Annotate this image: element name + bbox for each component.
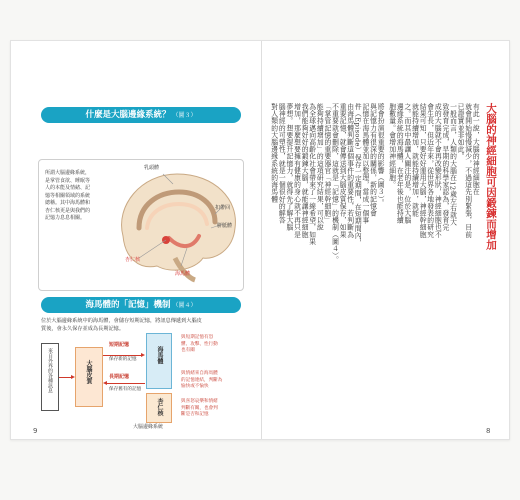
text-column: 致發育完成，早期的科學家認為，發育完 [440, 103, 449, 231]
text-column: 「掌管記憶的重要器官「神經幹細胞」 [322, 103, 331, 224]
chapter-title: 大腦的神經細胞可因鍛鍊而增加 [485, 103, 497, 250]
text-column: 胞數量。會增加神經細胞。 [387, 103, 396, 189]
arrow-long [107, 383, 145, 384]
text-column: 不重要就會刪除，這就是「記憶」的機制（圖４）。 [330, 103, 339, 263]
figure-caption: 所謂大腦邊緣系統， 是掌管食欲、睡眠等 人的本能及情緒、記 憶等相關領域的系統 總稱。其中海馬體和 杏仁核更是與我們的 記憶力息息相關。 [45, 170, 91, 221]
short-memory-label: 短期記憶 [109, 342, 130, 348]
amygdala-box: 杏仁核 [146, 393, 172, 423]
text-column: 會生長，但近年來，從世界各地發表的研究 [425, 103, 434, 238]
section-heading-limbic [41, 107, 241, 123]
text-column: 為全球邁向高齡化社會帶來了一線希望，如果 [307, 103, 316, 245]
label-cingulate: 扣帶回 [215, 205, 231, 211]
label-amygdala: 杏仁核 [125, 257, 141, 263]
text-column: 結果可知，只要好好運用大腦，神經幹細胞 [418, 103, 427, 238]
short-memory-sub: 保存新的記憶 [109, 357, 137, 362]
limbic-system-label: 大腦邊緣系統 [133, 424, 164, 430]
note-hippocampus: 與短期記憶有恐 懼、攻擊、性行動 也有關 [181, 335, 218, 353]
text-column: 就能持續增加，就能持續增加，就能 [410, 103, 419, 217]
text-column: 就會開始慢慢減少，不過這先別緊張，目前 [463, 103, 472, 238]
text-column: 腦神經的可塑性，就是一個很好的解答 [277, 103, 286, 224]
text-column: 將會扮演很重要的影響（圖３）。 [376, 103, 385, 207]
text-column: 與記憶力有很深的關係，新的記憶會 [368, 103, 377, 217]
arrow-long-head [103, 381, 107, 385]
text-column: 能夠持續增加」的這項研究結果，可以說 [315, 103, 324, 231]
page-number-right: 8 [486, 427, 491, 435]
memory-flow-diagram [41, 333, 246, 428]
section-title: 海馬體的「記憶」機制 [85, 300, 171, 310]
text-column: 一般而言，人類的大腦在12歲左右就大 [448, 103, 457, 226]
text-column: 已證實並非如此。 [456, 103, 465, 160]
hippocampus-intro: 位於大腦邊緣系統中的海馬體，會儲存短期記憶，將訊息傳遞到大腦皮 質後，會永久保存並成為長期記憶。 [41, 318, 202, 332]
note-emotion: 與情緒來自海馬體 的記憶連結，判斷為 愉快或不愉快 [181, 371, 223, 389]
text-column: 成的大腦就不會再改變形狀，神經細胞也不 [433, 103, 442, 238]
outside-info-box: 來自外界的各種訊息 [41, 343, 59, 411]
page-number-left: 9 [33, 427, 38, 435]
arrow-short [103, 355, 143, 356]
book-spread [10, 40, 510, 440]
text-column: 夢想。想要提升記憶力，就得先了解大腦 [284, 103, 293, 231]
figure-tag: （圖４） [172, 302, 197, 309]
long-memory-sub: 保存舊有的記憶 [109, 387, 142, 392]
text-column: 由海馬體判斷這個事件的重要性，若判斷為 [345, 103, 354, 238]
arrow-short-head [141, 353, 145, 357]
brain-figure [38, 159, 244, 291]
text-column: 邊緣系統的海馬體，在老年後也能持續 [395, 103, 404, 224]
label-fornix: 胼胝體 [217, 223, 233, 229]
text-column: 之。而其中最讓人關注的是，位於大腦 [402, 103, 411, 224]
text-column: 記憶在海馬體並加以整理，當成一個事 [360, 103, 369, 224]
long-memory-label: 長期記憶 [109, 374, 130, 380]
text-column: 有此一說，大腦的神經細胞在 [471, 103, 480, 196]
hippocampus-box: 海馬體 [146, 333, 172, 389]
section-title: 什麼是大腦邊緣系統？ [85, 110, 171, 120]
cortex-box: 大腦皮質 [75, 347, 103, 407]
section-heading-hippocampus [41, 297, 241, 313]
note-amygdala: 與喜怒哀樂和情緒 判斷有關，也會判 斷是否和記憶 [181, 399, 218, 417]
label-hippocampus: 海馬體 [175, 271, 191, 277]
text-column: 對人類的大腦邊緣系統的海馬體 [269, 103, 278, 203]
label-mammillary: 乳頭體 [144, 165, 160, 171]
text-column: 重要記憶，就會傳送到大腦皮質保存，如果 [338, 103, 347, 238]
left-page [11, 41, 261, 441]
text-column: 增加，那麼想要擁有健康的身心就不再只是 [292, 103, 301, 238]
text-column: 件（Episode）保存一定期間，在短期間內， [353, 103, 362, 247]
right-page [262, 41, 511, 441]
text-column: 我們能夠好好的鍛鍊大腦，就能讓神經細胞 [300, 103, 309, 238]
figure-tag: （圖３） [172, 112, 197, 119]
